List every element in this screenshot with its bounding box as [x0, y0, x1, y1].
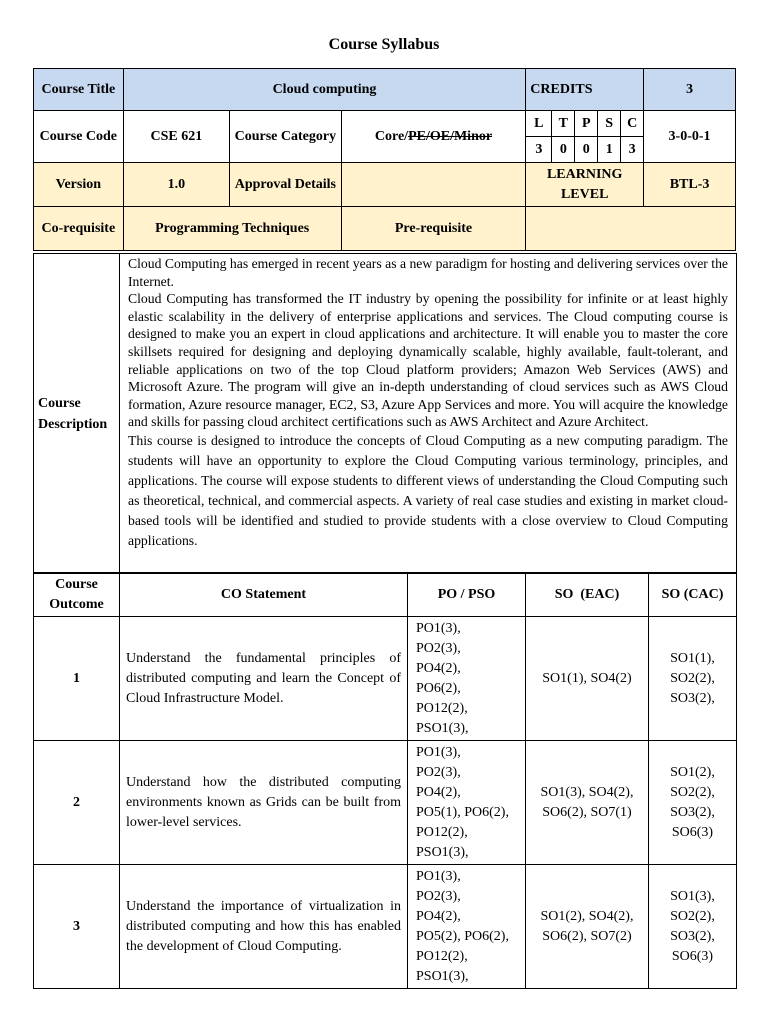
credits-value: 3 — [644, 69, 736, 111]
prerequisite-value — [526, 207, 736, 251]
description-paragraph: This course is designed to introduce the concepts of Cloud Computing as a new computing paradigm. The students will have an opportunity to explore the Cloud Computing various terminology, principles, and applications. The course will expose students to different views of understanding the Cloud Computing such as theoretical, technical, and commercial aspects. A variety of real case studies and existing in market cloud- based tools will be identified and studied to provide students with a close overview to Cloud Computing applications. — [128, 432, 728, 548]
ltpsc-letter: T — [552, 111, 575, 137]
so-cac-item: SO2(2), — [670, 908, 715, 924]
po-item: PO4(2), — [416, 784, 461, 800]
course-code-label: Course Code — [34, 111, 124, 163]
outcome-so-cac — [649, 617, 737, 741]
outcome-so-cac — [649, 741, 737, 865]
course-description-label: Course Description — [34, 254, 120, 574]
ltpsc-value: 0 — [575, 137, 598, 163]
po-item: PO2(3), — [416, 764, 461, 780]
so-cac-item: SO1(3), — [670, 888, 715, 904]
ltpsc-letter: L — [526, 111, 552, 137]
so-cac-item: SO1(2), — [670, 764, 715, 780]
so-cac-item: SO2(2), — [670, 784, 715, 800]
outcome-row — [34, 617, 737, 741]
outcome-number: 3 — [34, 865, 120, 989]
po-item: PO12(2), — [416, 824, 468, 840]
ltpsc-value: 3 — [621, 137, 644, 163]
outcome-header: SO (EAC) — [526, 573, 649, 617]
outcome-header: PO / PSO — [408, 573, 526, 617]
outcome-number: 2 — [34, 741, 120, 865]
outcome-row — [34, 741, 737, 865]
course-code-value: CSE 621 — [123, 111, 229, 163]
outcome-so-eac: SO1(3), SO4(2), SO6(2), SO7(1) — [526, 741, 649, 865]
ltpsc-summary: 3-0-0-1 — [644, 111, 736, 163]
ltpsc-letter: C — [621, 111, 644, 137]
outcome-so-cac — [649, 865, 737, 989]
po-item: PO1(3), — [416, 868, 461, 884]
version-label: Version — [34, 163, 124, 207]
outcome-po-pso — [408, 617, 526, 741]
so-cac-item: SO2(2), — [670, 670, 715, 686]
so-cac-item: SO6(3) — [671, 824, 714, 840]
approval-label: Approval Details — [230, 163, 342, 207]
course-title-value: Cloud computing — [123, 69, 526, 111]
ltpsc-value: 0 — [552, 137, 575, 163]
learning-level-label: LEARNING LEVEL — [526, 163, 644, 207]
corequisite-label: Co-requisite — [34, 207, 124, 251]
po-item: PO5(2), PO6(2), — [416, 928, 509, 944]
po-item: PO4(2), — [416, 660, 461, 676]
category-core: Core/ — [374, 128, 409, 144]
course-category-label: Course Category — [230, 111, 342, 163]
prerequisite-label: Pre-requisite — [341, 207, 526, 251]
ltpsc-value: 1 — [598, 137, 621, 163]
outcome-statement: Understand the importance of virtualization in distributed computing and how this has enabled the development of Cloud Computing. — [120, 865, 408, 989]
po-item: PO6(2), — [416, 680, 461, 696]
course-description-table — [33, 253, 737, 574]
outcome-statement: Understand how the distributed computing environments known as Grids can be built from lower-level services. — [120, 741, 408, 865]
credits-label: CREDITS — [526, 69, 644, 111]
po-item: PO2(3), — [416, 888, 461, 904]
po-item: PSO1(3), — [416, 968, 469, 984]
course-header-table — [33, 68, 736, 251]
course-outcomes-table — [33, 572, 737, 989]
outcome-so-eac: SO1(2), SO4(2), SO6(2), SO7(2) — [526, 865, 649, 989]
document-title: Course Syllabus — [328, 36, 440, 53]
outcome-po-pso — [408, 865, 526, 989]
outcome-header: SO (CAC) — [649, 573, 737, 617]
ltpsc-letter: S — [598, 111, 621, 137]
outcome-row — [34, 865, 737, 989]
po-item: PO1(3), — [416, 620, 461, 636]
version-value: 1.0 — [123, 163, 229, 207]
course-description-text — [120, 254, 737, 574]
so-cac-item: SO1(1), — [670, 650, 715, 666]
outcome-so-eac: SO1(1), SO4(2) — [526, 617, 649, 741]
outcome-number: 1 — [34, 617, 120, 741]
po-item: PSO1(3), — [416, 844, 469, 860]
learning-level-value: BTL-3 — [644, 163, 736, 207]
po-item: PO4(2), — [416, 908, 461, 924]
outcome-po-pso — [408, 741, 526, 865]
description-paragraph: Cloud Computing has transformed the IT industry by opening the possibility for infinite or at least highly elastic scalability in the delivery of enterprise applications and services. The Cloud computing course is designed to make you an expert in cloud applications and architecture. It will enable you to master the core skillsets required for designing and deploying dynamically scalable, highly available, fault-tolerant, and reliable applications on two of the top Cloud platform providers; Amazon Web Services (AWS) and Microsoft Azure. The program will give an in-depth understanding of cloud services such as AWS Cloud formation, Azure resource manager, EC2, S3, Azure App Services and more. You will acquire the knowledge and skills for passing cloud architect certifications such as AWS Architect and Azure Architect. — [128, 291, 728, 430]
so-cac-item: SO3(2), — [670, 928, 715, 944]
approval-value — [341, 163, 526, 207]
so-cac-item: SO3(2), — [670, 690, 715, 706]
po-item: PO1(3), — [416, 744, 461, 760]
course-category-value — [341, 111, 526, 163]
po-item: PO12(2), — [416, 700, 468, 716]
outcome-statement: Understand the fundamental principles of distributed computing and learn the Concept of Cloud Infrastructure Model. — [120, 617, 408, 741]
outcome-header: CO Statement — [120, 573, 408, 617]
so-cac-item: SO6(3) — [671, 948, 714, 964]
course-title-label: Course Title — [34, 69, 124, 111]
category-struck: PE/OE/Minor — [408, 128, 493, 144]
po-item: PSO1(3), — [416, 720, 469, 736]
po-item: PO2(3), — [416, 640, 461, 656]
corequisite-value: Programming Techniques — [123, 207, 341, 251]
po-item: PO5(1), PO6(2), — [416, 804, 509, 820]
description-paragraph: Cloud Computing has emerged in recent years as a new paradigm for hosting and delivering services over the Internet. — [128, 256, 728, 289]
po-item: PO12(2), — [416, 948, 468, 964]
so-cac-item: SO3(2), — [670, 804, 715, 820]
outcome-header: Course Outcome — [34, 573, 120, 617]
ltpsc-letter: P — [575, 111, 598, 137]
ltpsc-value: 3 — [526, 137, 552, 163]
